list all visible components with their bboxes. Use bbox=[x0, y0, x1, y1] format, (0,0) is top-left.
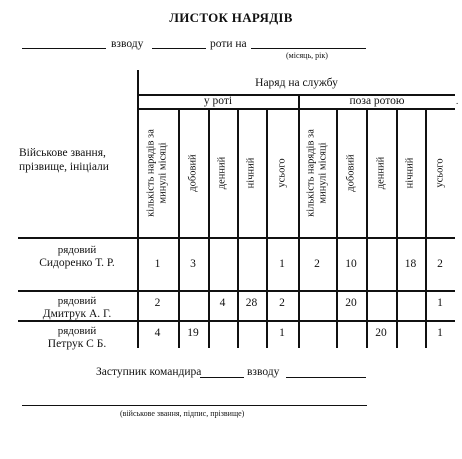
grid-line bbox=[266, 108, 268, 348]
grid-line bbox=[336, 108, 338, 348]
table-cell[interactable]: 3 bbox=[190, 258, 196, 270]
table-cell[interactable]: 1 bbox=[437, 327, 443, 339]
period-hint: (місяць, рік) bbox=[286, 51, 328, 60]
vzvodu-label: взводу bbox=[111, 38, 144, 50]
table-cell[interactable]: 10 bbox=[345, 258, 357, 270]
column-header-3: денний bbox=[216, 156, 228, 189]
table-cell[interactable]: 20 bbox=[345, 297, 357, 309]
table-cell[interactable]: 2 bbox=[279, 297, 285, 309]
table-cell[interactable]: 18 bbox=[404, 258, 417, 270]
row-name: Дмитрук А. Г. bbox=[42, 308, 112, 320]
table-cell[interactable] bbox=[237, 258, 266, 272]
signature-line[interactable] bbox=[22, 405, 367, 406]
column-header-9: нічний bbox=[404, 157, 416, 188]
grid-line bbox=[366, 108, 368, 348]
duty-header: Наряд на службу bbox=[255, 77, 338, 89]
table-cell[interactable]: 1 bbox=[154, 258, 161, 270]
column-header-5: усього bbox=[276, 157, 287, 188]
table-cell[interactable]: 1 bbox=[279, 258, 285, 270]
column-header-4: нічний bbox=[245, 157, 257, 188]
row-label bbox=[18, 244, 136, 270]
row-label bbox=[18, 295, 136, 321]
table-cell[interactable]: 1 bbox=[437, 297, 443, 309]
table-cell[interactable] bbox=[366, 297, 396, 311]
table-cell[interactable]: 1 bbox=[279, 327, 285, 339]
column-header-10: усього bbox=[434, 157, 445, 188]
row-rank: рядовий bbox=[57, 295, 97, 307]
grid-line bbox=[237, 108, 239, 348]
table-cell[interactable] bbox=[208, 327, 237, 341]
table-cell[interactable] bbox=[298, 327, 336, 341]
roty-na-label: роти на bbox=[210, 38, 247, 50]
table-cell[interactable] bbox=[396, 327, 425, 341]
row-name: Сидоренко Т. Р. bbox=[39, 257, 115, 269]
column-header-8: денний bbox=[375, 156, 386, 189]
form-title: ЛИСТОК НАРЯДІВ bbox=[169, 10, 293, 25]
table-cell[interactable] bbox=[336, 327, 366, 341]
table-cell[interactable] bbox=[237, 327, 266, 341]
column-header-7: добовий bbox=[345, 153, 356, 192]
table-cell[interactable]: 20 bbox=[375, 327, 387, 339]
row-rank: рядовий bbox=[57, 325, 97, 337]
group-outside-company: поза ротою bbox=[349, 95, 405, 107]
table-cell[interactable] bbox=[366, 258, 396, 272]
grid-line bbox=[208, 108, 210, 348]
grid-line bbox=[396, 108, 398, 348]
table-cell[interactable] bbox=[298, 297, 336, 311]
column-header-2: добовий bbox=[187, 153, 198, 192]
table-cell[interactable]: 2 bbox=[314, 258, 320, 270]
row-label bbox=[18, 325, 136, 351]
stray-dot: . bbox=[456, 96, 459, 106]
row-rank: рядовий bbox=[57, 244, 97, 256]
table-cell[interactable] bbox=[208, 258, 237, 272]
column-header-1: кількість нарядів за минулі місяці bbox=[145, 128, 169, 217]
table-cell[interactable]: 28 bbox=[245, 297, 258, 309]
deputy-platoon-blank[interactable] bbox=[200, 377, 244, 378]
table-cell[interactable]: 4 bbox=[154, 327, 161, 339]
footer-vzvodu-label: взводу bbox=[247, 366, 280, 378]
table-cell[interactable]: 2 bbox=[154, 297, 161, 309]
column-header-6: кількість нарядів за минулі місяці bbox=[305, 128, 328, 217]
signature-hint: (військове звання, підпис, прізвище) bbox=[120, 409, 245, 418]
table-cell[interactable]: 2 bbox=[437, 258, 443, 270]
grid-line bbox=[425, 108, 427, 348]
deputy-name-blank[interactable] bbox=[286, 377, 366, 378]
table-cell[interactable]: 4 bbox=[219, 297, 226, 309]
row-name: Петрук С Б. bbox=[47, 338, 107, 350]
deputy-label: Заступник командира bbox=[96, 366, 202, 378]
grid-line bbox=[178, 108, 180, 348]
table-cell[interactable] bbox=[396, 297, 425, 311]
table-cell[interactable]: 19 bbox=[187, 327, 199, 339]
group-in-company: у роті bbox=[203, 95, 233, 107]
grid-line bbox=[137, 108, 455, 110]
rank-name-header: Військове звання, прізвище, ініціали bbox=[19, 147, 109, 173]
table-cell[interactable] bbox=[178, 297, 208, 311]
